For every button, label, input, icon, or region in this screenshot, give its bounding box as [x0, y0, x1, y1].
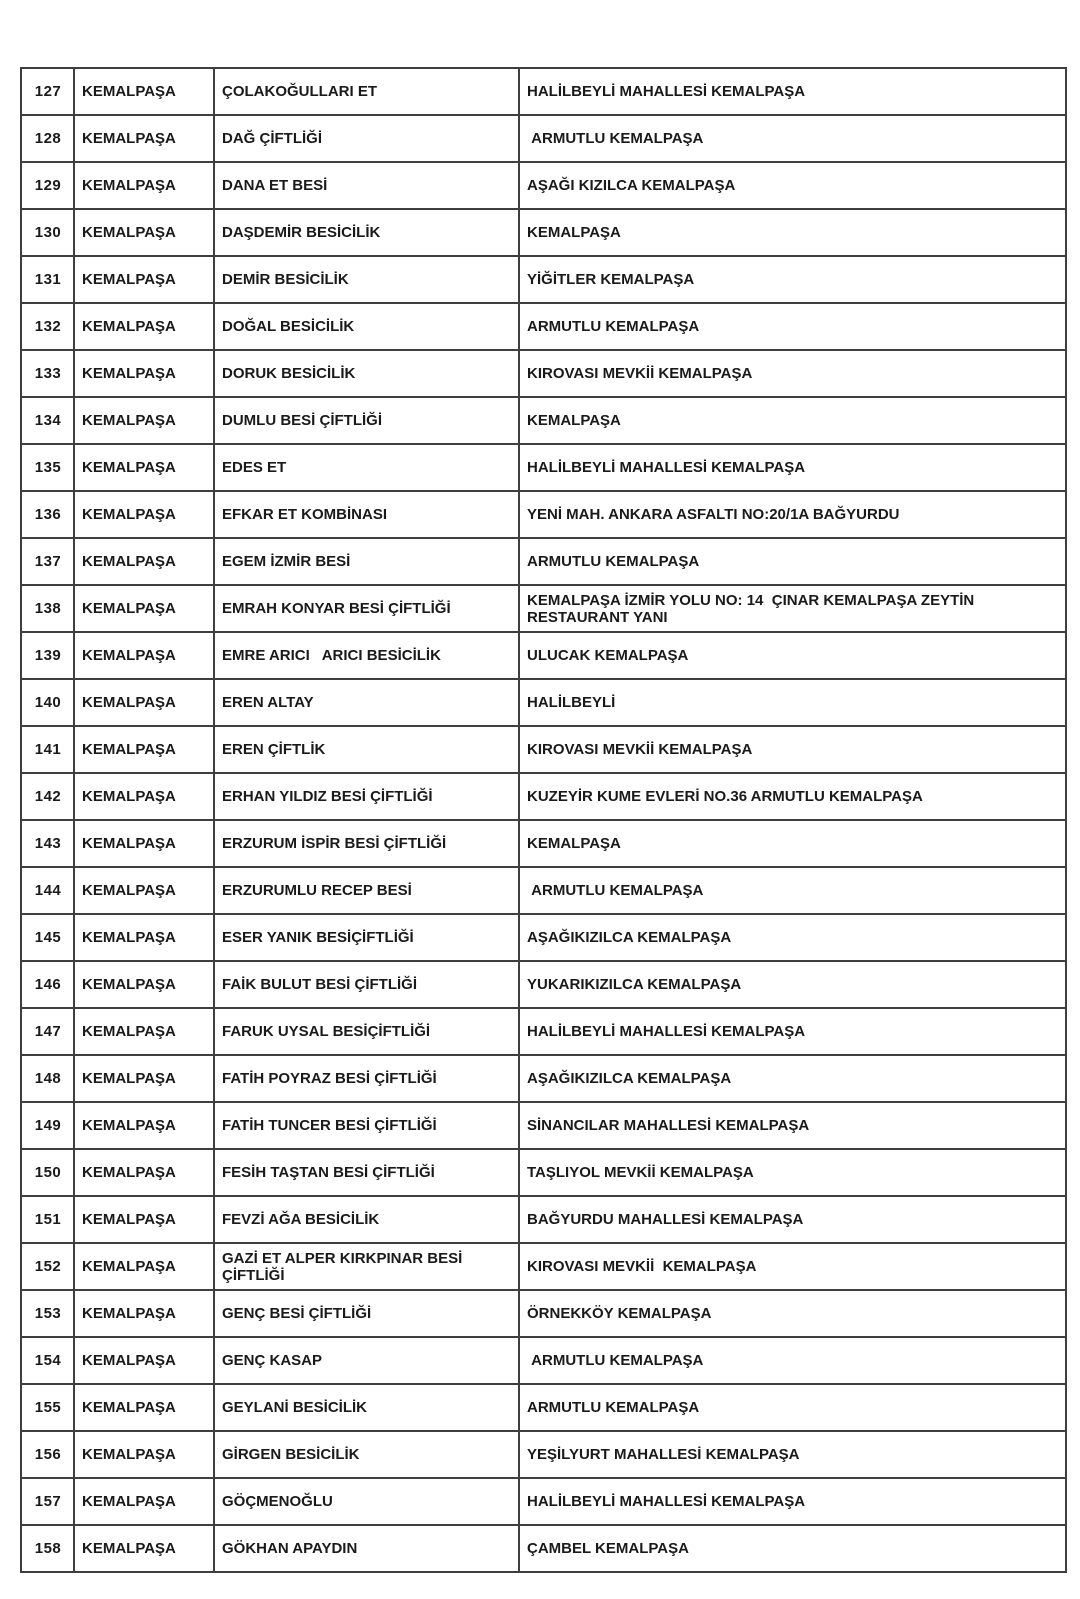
table-row	[21, 162, 1066, 209]
address-cell: SİNANCILAR MAHALLESİ KEMALPAŞA	[519, 1102, 1066, 1149]
row-number-cell: 148	[21, 1055, 74, 1102]
address-cell: ARMUTLU KEMALPAŞA	[519, 1384, 1066, 1431]
table-row	[21, 68, 1066, 115]
table-row	[21, 1337, 1066, 1384]
address-cell: YEŞİLYURT MAHALLESİ KEMALPAŞA	[519, 1431, 1066, 1478]
district-cell: KEMALPAŞA	[74, 444, 214, 491]
address-cell: TAŞLIYOL MEVKİİ KEMALPAŞA	[519, 1149, 1066, 1196]
business-name-cell: ESER YANIK BESİÇİFTLİĞİ	[214, 914, 519, 961]
business-name-cell: ERZURUMLU RECEP BESİ	[214, 867, 519, 914]
row-number-cell: 157	[21, 1478, 74, 1525]
row-number-cell: 129	[21, 162, 74, 209]
district-cell: KEMALPAŞA	[74, 68, 214, 115]
address-cell: HALİLBEYLİ	[519, 679, 1066, 726]
table-row	[21, 1055, 1066, 1102]
row-number-cell: 151	[21, 1196, 74, 1243]
table-row	[21, 1008, 1066, 1055]
row-number-cell: 135	[21, 444, 74, 491]
business-name-cell: FARUK UYSAL BESİÇİFTLİĞİ	[214, 1008, 519, 1055]
table-row	[21, 773, 1066, 820]
business-name-cell: DUMLU BESİ ÇİFTLİĞİ	[214, 397, 519, 444]
table-row	[21, 1478, 1066, 1525]
table-row	[21, 538, 1066, 585]
table-row	[21, 961, 1066, 1008]
table-row	[21, 820, 1066, 867]
district-cell: KEMALPAŞA	[74, 1290, 214, 1337]
district-cell: KEMALPAŞA	[74, 1008, 214, 1055]
row-number-cell: 142	[21, 773, 74, 820]
district-cell: KEMALPAŞA	[74, 1196, 214, 1243]
business-name-cell: DANA ET BESİ	[214, 162, 519, 209]
address-cell: BAĞYURDU MAHALLESİ KEMALPAŞA	[519, 1196, 1066, 1243]
row-number-cell: 152	[21, 1243, 74, 1290]
table-row	[21, 1102, 1066, 1149]
district-cell: KEMALPAŞA	[74, 867, 214, 914]
district-cell: KEMALPAŞA	[74, 1055, 214, 1102]
business-name-cell: ÇOLAKOĞULLARI ET	[214, 68, 519, 115]
district-cell: KEMALPAŞA	[74, 1102, 214, 1149]
table-row	[21, 679, 1066, 726]
district-cell: KEMALPAŞA	[74, 256, 214, 303]
address-cell: KEMALPAŞA	[519, 820, 1066, 867]
row-number-cell: 136	[21, 491, 74, 538]
address-cell: KEMALPAŞA İZMİR YOLU NO: 14 ÇINAR KEMALPAŞA ZEYTİN RESTAURANT YANI	[519, 585, 1066, 632]
business-name-cell: DAŞDEMİR BESİCİLİK	[214, 209, 519, 256]
table-row	[21, 585, 1066, 632]
address-cell: ARMUTLU KEMALPAŞA	[519, 115, 1066, 162]
row-number-cell: 147	[21, 1008, 74, 1055]
business-name-cell: FESİH TAŞTAN BESİ ÇİFTLİĞİ	[214, 1149, 519, 1196]
row-number-cell: 153	[21, 1290, 74, 1337]
row-number-cell: 131	[21, 256, 74, 303]
district-cell: KEMALPAŞA	[74, 303, 214, 350]
address-cell: ARMUTLU KEMALPAŞA	[519, 1337, 1066, 1384]
district-cell: KEMALPAŞA	[74, 1149, 214, 1196]
row-number-cell: 137	[21, 538, 74, 585]
address-cell: HALİLBEYLİ MAHALLESİ KEMALPAŞA	[519, 68, 1066, 115]
district-cell: KEMALPAŞA	[74, 209, 214, 256]
table-body	[21, 68, 1066, 1572]
row-number-cell: 149	[21, 1102, 74, 1149]
address-cell: AŞAĞI KIZILCA KEMALPAŞA	[519, 162, 1066, 209]
table-row	[21, 726, 1066, 773]
table-row	[21, 1243, 1066, 1290]
district-cell: KEMALPAŞA	[74, 726, 214, 773]
row-number-cell: 133	[21, 350, 74, 397]
row-number-cell: 156	[21, 1431, 74, 1478]
row-number-cell: 145	[21, 914, 74, 961]
business-name-cell: ERZURUM İSPİR BESİ ÇİFTLİĞİ	[214, 820, 519, 867]
address-cell: KEMALPAŞA	[519, 209, 1066, 256]
district-cell: KEMALPAŞA	[74, 773, 214, 820]
address-cell: KEMALPAŞA	[519, 397, 1066, 444]
address-cell: ÖRNEKKÖY KEMALPAŞA	[519, 1290, 1066, 1337]
district-cell: KEMALPAŞA	[74, 491, 214, 538]
district-cell: KEMALPAŞA	[74, 632, 214, 679]
business-name-cell: FATİH POYRAZ BESİ ÇİFTLİĞİ	[214, 1055, 519, 1102]
business-name-cell: GİRGEN BESİCİLİK	[214, 1431, 519, 1478]
business-name-cell: DEMİR BESİCİLİK	[214, 256, 519, 303]
row-number-cell: 146	[21, 961, 74, 1008]
address-cell: HALİLBEYLİ MAHALLESİ KEMALPAŞA	[519, 1478, 1066, 1525]
district-cell: KEMALPAŞA	[74, 1478, 214, 1525]
business-name-cell: EMRE ARICI ARICI BESİCİLİK	[214, 632, 519, 679]
table-row	[21, 491, 1066, 538]
business-name-cell: ERHAN YILDIZ BESİ ÇİFTLİĞİ	[214, 773, 519, 820]
address-cell: YENİ MAH. ANKARA ASFALTI NO:20/1A BAĞYURDU	[519, 491, 1066, 538]
business-name-cell: EGEM İZMİR BESİ	[214, 538, 519, 585]
business-name-cell: DAĞ ÇİFTLİĞİ	[214, 115, 519, 162]
address-cell: HALİLBEYLİ MAHALLESİ KEMALPAŞA	[519, 1008, 1066, 1055]
table-row	[21, 209, 1066, 256]
address-cell: ARMUTLU KEMALPAŞA	[519, 538, 1066, 585]
district-cell: KEMALPAŞA	[74, 961, 214, 1008]
table-row	[21, 1290, 1066, 1337]
row-number-cell: 130	[21, 209, 74, 256]
row-number-cell: 141	[21, 726, 74, 773]
business-name-cell: GEYLANİ BESİCİLİK	[214, 1384, 519, 1431]
table-row	[21, 303, 1066, 350]
table-row	[21, 1525, 1066, 1572]
district-cell: KEMALPAŞA	[74, 914, 214, 961]
business-name-cell: EMRAH KONYAR BESİ ÇİFTLİĞİ	[214, 585, 519, 632]
district-cell: KEMALPAŞA	[74, 1525, 214, 1572]
district-cell: KEMALPAŞA	[74, 820, 214, 867]
business-name-cell: EREN ALTAY	[214, 679, 519, 726]
row-number-cell: 140	[21, 679, 74, 726]
business-name-cell: GAZİ ET ALPER KIRKPINAR BESİ ÇİFTLİĞİ	[214, 1243, 519, 1290]
address-cell: KUZEYİR KUME EVLERİ NO.36 ARMUTLU KEMALPAŞA	[519, 773, 1066, 820]
address-cell: ARMUTLU KEMALPAŞA	[519, 303, 1066, 350]
business-name-cell: EDES ET	[214, 444, 519, 491]
row-number-cell: 143	[21, 820, 74, 867]
address-cell: YUKARIKIZILCA KEMALPAŞA	[519, 961, 1066, 1008]
row-number-cell: 128	[21, 115, 74, 162]
row-number-cell: 132	[21, 303, 74, 350]
address-cell: KIROVASI MEVKİİ KEMALPAŞA	[519, 1243, 1066, 1290]
business-name-cell: FEVZİ AĞA BESİCİLİK	[214, 1196, 519, 1243]
business-name-cell: FATİH TUNCER BESİ ÇİFTLİĞİ	[214, 1102, 519, 1149]
row-number-cell: 139	[21, 632, 74, 679]
table-row	[21, 256, 1066, 303]
table-row	[21, 1149, 1066, 1196]
business-name-cell: GENÇ KASAP	[214, 1337, 519, 1384]
business-name-cell: DOĞAL BESİCİLİK	[214, 303, 519, 350]
table-row	[21, 632, 1066, 679]
row-number-cell: 154	[21, 1337, 74, 1384]
address-cell: HALİLBEYLİ MAHALLESİ KEMALPAŞA	[519, 444, 1066, 491]
district-cell: KEMALPAŞA	[74, 350, 214, 397]
business-name-cell: DORUK BESİCİLİK	[214, 350, 519, 397]
district-cell: KEMALPAŞA	[74, 1384, 214, 1431]
address-cell: ARMUTLU KEMALPAŞA	[519, 867, 1066, 914]
address-cell: KIROVASI MEVKİİ KEMALPAŞA	[519, 726, 1066, 773]
district-cell: KEMALPAŞA	[74, 538, 214, 585]
table-row	[21, 914, 1066, 961]
address-cell: ÇAMBEL KEMALPAŞA	[519, 1525, 1066, 1572]
row-number-cell: 127	[21, 68, 74, 115]
table-row	[21, 1431, 1066, 1478]
district-cell: KEMALPAŞA	[74, 115, 214, 162]
district-cell: KEMALPAŞA	[74, 585, 214, 632]
business-name-cell: EFKAR ET KOMBİNASI	[214, 491, 519, 538]
row-number-cell: 138	[21, 585, 74, 632]
table-row	[21, 867, 1066, 914]
address-cell: AŞAĞIKIZILCA KEMALPAŞA	[519, 1055, 1066, 1102]
business-name-cell: GENÇ BESİ ÇİFTLİĞİ	[214, 1290, 519, 1337]
table-row	[21, 115, 1066, 162]
district-cell: KEMALPAŞA	[74, 397, 214, 444]
row-number-cell: 158	[21, 1525, 74, 1572]
table-row	[21, 1196, 1066, 1243]
business-name-cell: GÖKHAN APAYDIN	[214, 1525, 519, 1572]
district-cell: KEMALPAŞA	[74, 1243, 214, 1290]
district-cell: KEMALPAŞA	[74, 679, 214, 726]
district-cell: KEMALPAŞA	[74, 1431, 214, 1478]
table-row	[21, 350, 1066, 397]
table-row	[21, 397, 1066, 444]
row-number-cell: 144	[21, 867, 74, 914]
address-cell: AŞAĞIKIZILCA KEMALPAŞA	[519, 914, 1066, 961]
district-cell: KEMALPAŞA	[74, 162, 214, 209]
address-cell: ULUCAK KEMALPAŞA	[519, 632, 1066, 679]
address-cell: YİĞİTLER KEMALPAŞA	[519, 256, 1066, 303]
business-name-cell: EREN ÇİFTLİK	[214, 726, 519, 773]
table-row	[21, 1384, 1066, 1431]
table-row	[21, 444, 1066, 491]
address-cell: KIROVASI MEVKİİ KEMALPAŞA	[519, 350, 1066, 397]
business-list-table	[20, 67, 1067, 1573]
business-name-cell: GÖÇMENOĞLU	[214, 1478, 519, 1525]
row-number-cell: 134	[21, 397, 74, 444]
row-number-cell: 150	[21, 1149, 74, 1196]
business-name-cell: FAİK BULUT BESİ ÇİFTLİĞİ	[214, 961, 519, 1008]
district-cell: KEMALPAŞA	[74, 1337, 214, 1384]
row-number-cell: 155	[21, 1384, 74, 1431]
